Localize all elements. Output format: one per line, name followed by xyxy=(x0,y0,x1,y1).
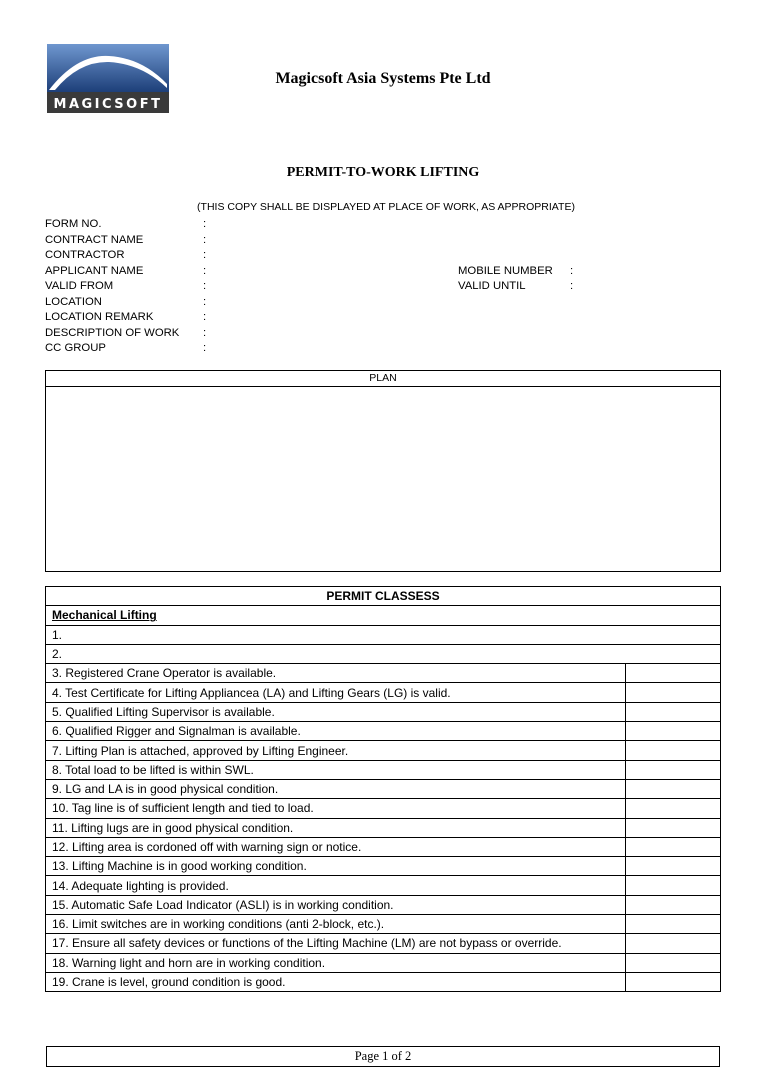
checklist-item-checkbox-cell[interactable] xyxy=(626,895,721,914)
table-row xyxy=(46,760,721,779)
checklist-item-checkbox-cell[interactable] xyxy=(626,915,721,934)
checklist-item-checkbox-cell[interactable] xyxy=(626,779,721,798)
field-row-location-remark xyxy=(45,310,645,326)
contract-name-label: CONTRACT NAME xyxy=(45,233,144,246)
company-name: Magicsoft Asia Systems Pte Ltd xyxy=(275,70,491,87)
table-row xyxy=(46,876,721,895)
checklist-item-checkbox-cell[interactable] xyxy=(626,837,721,856)
valid-from-separator: : xyxy=(203,280,207,292)
checklist-item-checkbox-cell[interactable] xyxy=(626,857,721,876)
table-row xyxy=(46,779,721,798)
checklist-item-label: 17. Ensure all safety devices or functions of the Lifting Machine (LM) are not bypass or override. xyxy=(46,934,626,953)
field-row-valid-from xyxy=(45,279,645,295)
field-row-applicant xyxy=(45,264,645,280)
valid-until-separator: : xyxy=(570,280,574,292)
checklist-item-label: 19. Crane is level, ground condition is good. xyxy=(46,972,626,991)
location-label: LOCATION xyxy=(45,295,102,308)
table-row xyxy=(46,837,721,856)
contract-name-separator: : xyxy=(203,233,207,246)
description-of-work-separator: : xyxy=(203,326,207,339)
plan-box xyxy=(45,370,721,572)
field-row-form-no xyxy=(45,217,645,233)
contractor-label: CONTRACTOR xyxy=(45,249,125,261)
permit-details xyxy=(45,217,645,357)
plan-heading: PLAN xyxy=(46,371,720,387)
checklist-item-label: 12. Lifting area is cordoned off with warning sign or notice. xyxy=(46,837,626,856)
table-row xyxy=(46,664,721,683)
table-row xyxy=(46,895,721,914)
table-header-row xyxy=(46,587,721,606)
applicant-name-separator: : xyxy=(203,264,207,277)
checklist-item-checkbox-cell[interactable] xyxy=(626,799,721,818)
page-footer xyxy=(46,1046,720,1067)
display-notice: (THIS COPY SHALL BE DISPLAYED AT PLACE OF WORK, AS APPROPRIATE) xyxy=(197,201,575,213)
document-title: PERMIT-TO-WORK LIFTING xyxy=(286,165,480,180)
checklist-item-label: 10. Tag line is of sufficient length and tied to load. xyxy=(46,799,626,818)
checklist-item-checkbox-cell[interactable] xyxy=(626,760,721,779)
table-row xyxy=(46,934,721,953)
checklist-item-label: 13. Lifting Machine is in good working condition. xyxy=(46,857,626,876)
location-remark-label: LOCATION REMARK xyxy=(45,311,154,323)
checklist-item-label: 16. Limit switches are in working conditions (anti 2-block, etc.). xyxy=(46,915,626,934)
checklist-item-label: 7. Lifting Plan is attached, approved by Lifting Engineer. xyxy=(46,741,626,760)
checklist-item-label: 8. Total load to be lifted is within SWL. xyxy=(46,760,626,779)
description-of-work-label: DESCRIPTION OF WORK xyxy=(45,326,180,339)
cc-group-label: CC GROUP xyxy=(45,342,106,354)
cc-group-separator: : xyxy=(203,342,207,354)
permit-classes-table xyxy=(45,586,721,992)
table-row xyxy=(46,625,721,644)
field-row-contract-name xyxy=(45,233,645,249)
checklist-item-label: 2. xyxy=(46,644,721,663)
checklist-item-checkbox-cell[interactable] xyxy=(626,953,721,972)
checklist-item-checkbox-cell[interactable] xyxy=(626,683,721,702)
table-row xyxy=(46,857,721,876)
form-no-label: FORM NO. xyxy=(45,218,102,230)
checklist-item-label: 11. Lifting lugs are in good physical condition. xyxy=(46,818,626,837)
table-subheader-row xyxy=(46,606,721,625)
checklist-item-checkbox-cell[interactable] xyxy=(626,722,721,741)
table-row xyxy=(46,702,721,721)
checklist-item-label: 14. Adequate lighting is provided. xyxy=(46,876,626,895)
applicant-name-label: APPLICANT NAME xyxy=(45,264,144,277)
form-no-separator: : xyxy=(203,218,207,230)
mobile-number-separator: : xyxy=(570,264,574,277)
mobile-number-label: MOBILE NUMBER xyxy=(458,264,553,277)
table-row xyxy=(46,972,721,991)
table-row xyxy=(46,722,721,741)
checklist-item-checkbox-cell[interactable] xyxy=(626,934,721,953)
checklist-item-label: 18. Warning light and horn are in working condition. xyxy=(46,953,626,972)
field-row-cc-group xyxy=(45,341,645,357)
location-separator: : xyxy=(203,295,207,308)
contractor-separator: : xyxy=(203,249,207,261)
field-row-contractor xyxy=(45,248,645,264)
logo-text: MAGICSOFT xyxy=(53,97,163,112)
field-row-description xyxy=(45,326,645,342)
table-row xyxy=(46,915,721,934)
checklist-item-checkbox-cell[interactable] xyxy=(626,818,721,837)
checklist-item-checkbox-cell[interactable] xyxy=(626,664,721,683)
table-row xyxy=(46,799,721,818)
table-row xyxy=(46,683,721,702)
checklist-item-label: 6. Qualified Rigger and Signalman is available. xyxy=(46,722,626,741)
page-number: Page 1 of 2 xyxy=(354,1049,412,1063)
checklist-item-label: 1. xyxy=(46,625,721,644)
checklist-item-checkbox-cell[interactable] xyxy=(626,972,721,991)
checklist-item-label: 15. Automatic Safe Load Indicator (ASLI) is in working condition. xyxy=(46,895,626,914)
permit-classes-heading: PERMIT CLASSESS xyxy=(46,587,721,606)
checklist-item-label: 3. Registered Crane Operator is available. xyxy=(46,664,626,683)
checklist-item-label: 9. LG and LA is in good physical condition. xyxy=(46,779,626,798)
checklist-item-label: 4. Test Certificate for Lifting Appliancea (LA) and Lifting Gears (LG) is valid. xyxy=(46,683,626,702)
mechanical-lifting-heading: Mechanical Lifting xyxy=(46,606,721,625)
checklist-item-checkbox-cell[interactable] xyxy=(626,702,721,721)
checklist-item-label: 5. Qualified Lifting Supervisor is available. xyxy=(46,702,626,721)
valid-until-label: VALID UNTIL xyxy=(458,280,526,292)
location-remark-separator: : xyxy=(203,311,207,323)
checklist-item-checkbox-cell[interactable] xyxy=(626,741,721,760)
valid-from-label: VALID FROM xyxy=(45,280,114,292)
table-row xyxy=(46,741,721,760)
table-row xyxy=(46,818,721,837)
field-row-location xyxy=(45,295,645,311)
table-row xyxy=(46,953,721,972)
checklist-item-checkbox-cell[interactable] xyxy=(626,876,721,895)
table-row xyxy=(46,644,721,663)
